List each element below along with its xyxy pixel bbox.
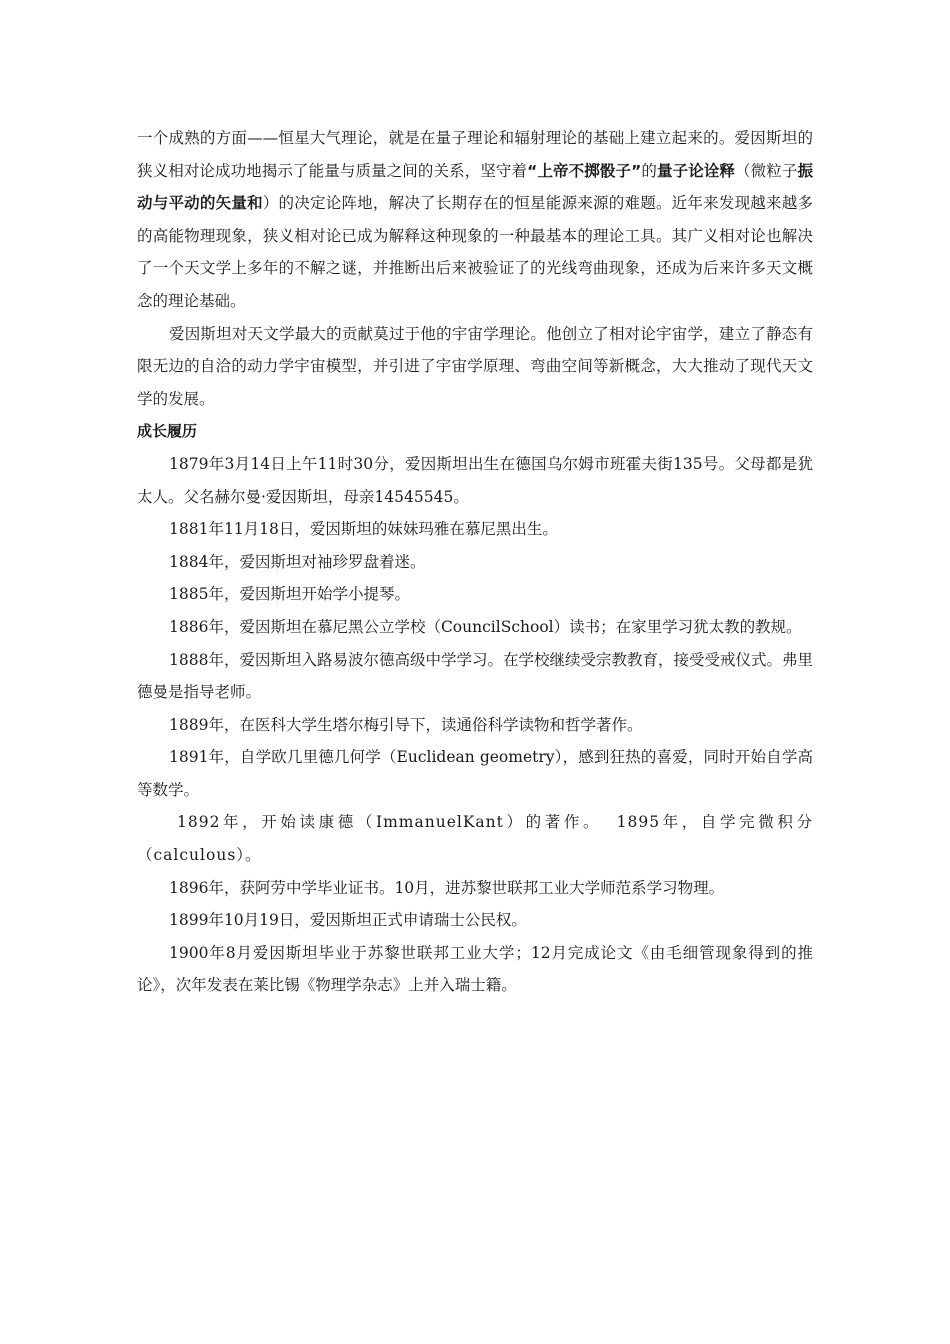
timeline-entry-1886: 1886年，爱因斯坦在慕尼黑公立学校（CouncilSchool）读书；在家里学习犹太教的教规。 bbox=[169, 617, 802, 636]
text-run: 一个成熟的方面——恒星大气理论，就是在量子理论和辐射理论的基础上建立起来的。爱因斯坦的狭义相对论成功地揭示了能量与质量之间的关系，坚守着 bbox=[137, 129, 813, 180]
paragraph-cosmology: 爱因斯坦对天文学最大的贡献莫过于他的宇宙学理论。他创立了相对论宇宙学，建立了静态有限无边的自洽的动力学宇宙模型，并引进了宇宙学原理、弯曲空间等新概念，大大推动了现代天文学的发展。 bbox=[137, 324, 813, 408]
timeline-entry-1879: 1879年3月14日上午11时30分，爱因斯坦出生在德国乌尔姆市班霍夫街135号。父母都是犹太人。父名赫尔曼·爱因斯坦，母亲14545545。 bbox=[137, 454, 813, 506]
timeline-entry-1891: 1891年，自学欧几里德几何学（Euclidean geometry），感到狂热的喜爱，同时开始自学高等数学。 bbox=[137, 748, 813, 799]
timeline-entry-1899: 1899年10月19日，爱因斯坦正式申请瑞士公民权。 bbox=[169, 911, 527, 930]
timeline-entry-1888: 1888年，爱因斯坦入路易波尔德高级中学学习。在学校继续受宗教教育，接受受戒仪式。弗里德曼是指导老师。 bbox=[137, 650, 813, 702]
quote-god-dice: “上帝不掷骰子” bbox=[527, 161, 642, 180]
timeline-entry-1896: 1896年，获阿劳中学毕业证书。10月，进苏黎世联邦工业大学师范系学习物理。 bbox=[169, 878, 725, 897]
timeline-entry-1889: 1889年，在医科大学生塔尔梅引导下，读通俗科学读物和哲学著作。 bbox=[169, 715, 643, 734]
text-run: （微粒子 bbox=[735, 161, 798, 180]
term-vector-sum: 振动与平动的矢量和 bbox=[137, 161, 813, 213]
paragraph-stellar-theory bbox=[137, 122, 813, 318]
term-quantum-interpretation: 量子论诠释 bbox=[657, 161, 736, 180]
section-heading-growth: 成长履历 bbox=[137, 422, 198, 441]
timeline-entry-1892: 1892年，开始读康德（ImmanuelKant）的著作。 1895年，自学完微积分（calculous）。 bbox=[137, 813, 813, 865]
text-run: ）的决定论阵地，解决了长期存在的恒星能源来源的难题。近年来发现越来越多的高能物理现象，狭义相对论已成为解释这种现象的一种最基本的理论工具。其广义相对论也解决了一个天文学上多年的不解之谜，并推断出后来被验证了的光线弯曲现象，还成为后来许多天文概念的理论基础。 bbox=[137, 194, 813, 310]
timeline-entry-1900: 1900年8月爱因斯坦毕业于苏黎世联邦工业大学；12月完成论文《由毛细管现象得到的推论》，次年发表在莱比锡《物理学杂志》上并入瑞士籍。 bbox=[137, 943, 813, 995]
timeline-entry-1885: 1885年，爱因斯坦开始学小提琴。 bbox=[169, 585, 410, 604]
timeline-entry-1881: 1881年11月18日，爱因斯坦的妹妹玛雅在慕尼黑出生。 bbox=[169, 520, 558, 539]
document-page bbox=[137, 122, 813, 1002]
timeline-entry-1884: 1884年，爱因斯坦对袖珍罗盘着迷。 bbox=[169, 552, 426, 571]
text-run: 的 bbox=[641, 161, 657, 180]
